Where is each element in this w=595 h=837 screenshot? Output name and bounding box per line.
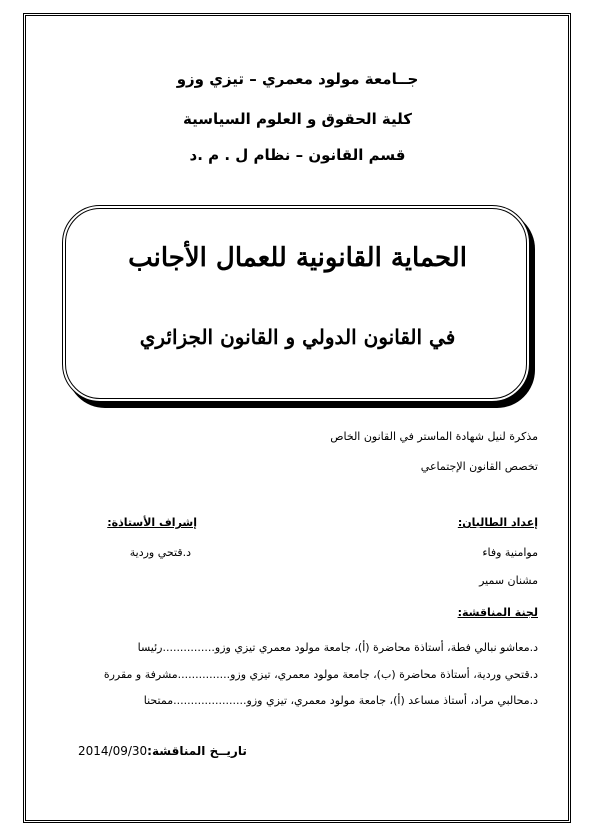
committee-heading: لجنة المناقشة:	[457, 606, 538, 619]
student-name: مشنان سمير	[479, 574, 538, 587]
thesis-title: الحماية القانونية للعمال الأجانب	[128, 243, 467, 273]
department-name: قسم القانون – نظام ل . م .د	[189, 146, 406, 164]
faculty-name: كلية الحقوق و العلوم السياسية	[183, 110, 412, 128]
defense-date-line	[78, 744, 247, 758]
student-name: موامنية وفاء	[482, 546, 538, 559]
defense-date-label: تاريــخ المناقشة:	[147, 744, 247, 758]
specialty-text: تخصص القانون الإجتماعي	[420, 460, 538, 473]
committee-member: د.قتحي وردية، أستاذة محاضرة (ب)، جامعة مولود معمري، تيزي وزو...............مشرفة و مقررة	[103, 668, 538, 681]
committee-member: د.محالبي مراد، أستاذ مساعد (أ)، جامعة مولود معمري، تيزي وزو.....................ممتحنا	[143, 694, 538, 707]
degree-text: مذكرة لنيل شهادة الماستر في القانون الخاص	[330, 430, 538, 443]
defense-date: 2014/09/30	[78, 744, 148, 758]
thesis-subtitle: في القانون الدولي و القانون الجزائري	[139, 325, 456, 349]
title-box	[62, 205, 530, 402]
students-heading: إعداد الطالبان:	[457, 516, 538, 529]
supervisor-name: د.قتحي وردية	[129, 546, 191, 559]
committee-member: د.معاشو نبالي فطة، أستاذة محاضرة (أ)، جامعة مولود معمري تيزي وزو...............رئيسا	[137, 641, 538, 654]
university-name: جــامعة مولود معمري – تيزي وزو	[176, 70, 419, 88]
supervisor-heading: إشراف الأستاذة:	[107, 516, 197, 529]
